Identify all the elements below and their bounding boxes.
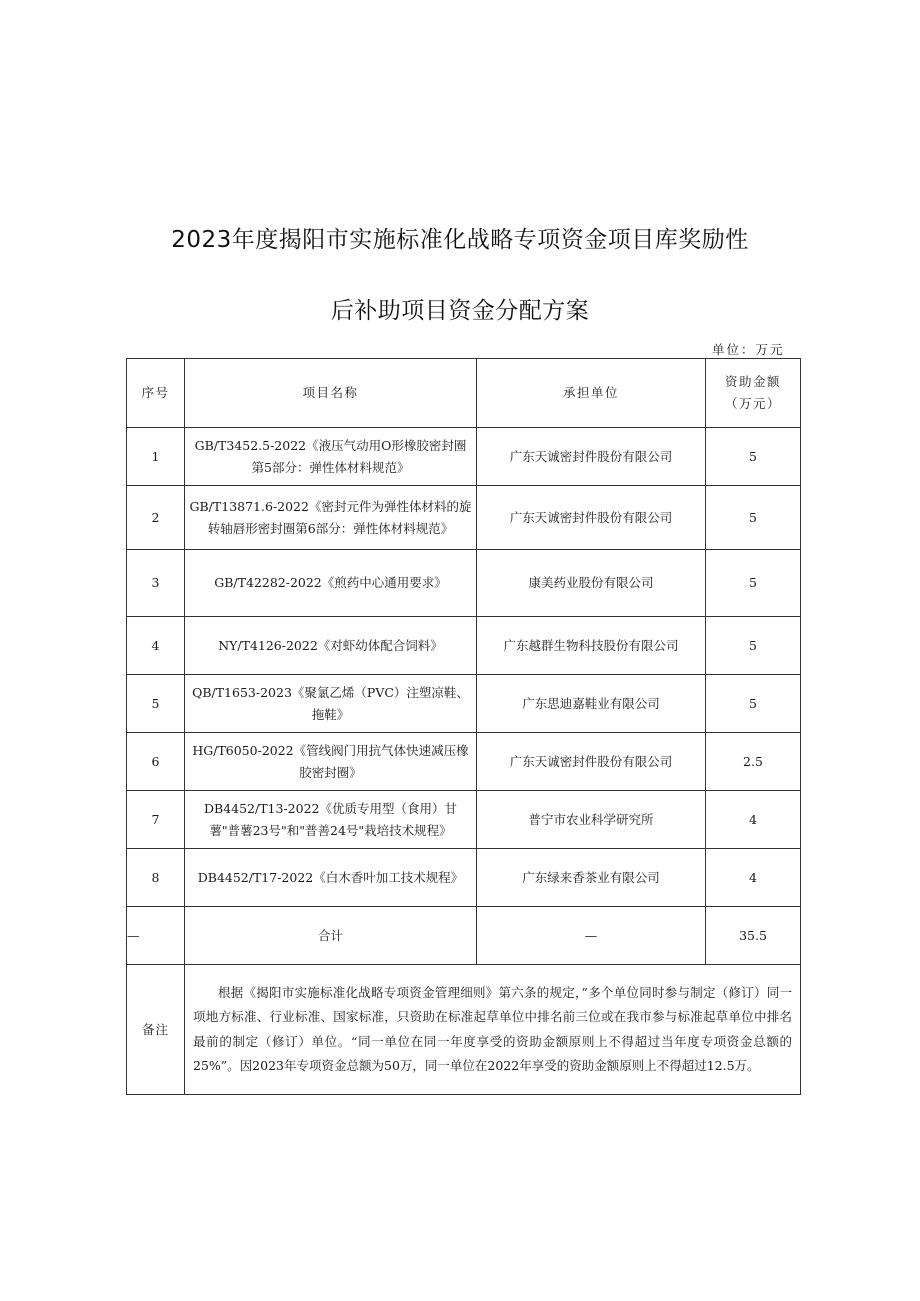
row-amount: 5 bbox=[706, 486, 801, 550]
header-amount: 资助金额（万元） bbox=[706, 359, 801, 428]
row-amount: 4 bbox=[706, 849, 801, 907]
row-no: 5 bbox=[127, 675, 185, 733]
row-no: 8 bbox=[127, 849, 185, 907]
table-row bbox=[127, 428, 801, 486]
row-project-name: QB/T1653-2023《聚氯乙烯（PVC）注塑凉鞋、拖鞋》 bbox=[185, 675, 477, 733]
total-amount: 35.5 bbox=[706, 907, 801, 965]
row-organization: 广东天诚密封件股份有限公司 bbox=[477, 428, 706, 486]
row-no: 1 bbox=[127, 428, 185, 486]
row-amount: 2.5 bbox=[706, 733, 801, 791]
table-row bbox=[127, 617, 801, 675]
document-title-line-2: 后补助项目资金分配方案 bbox=[330, 298, 590, 324]
row-no: 6 bbox=[127, 733, 185, 791]
row-no: 4 bbox=[127, 617, 185, 675]
row-no: 3 bbox=[127, 550, 185, 617]
table-row bbox=[127, 550, 801, 617]
unit-label: 单位：万元 bbox=[712, 342, 785, 357]
row-organization: 广东天诚密封件股份有限公司 bbox=[477, 486, 706, 550]
note-text: 根据《揭阳市实施标准化战略专项资金管理细则》第六条的规定，”多个单位同时参与制定（修订）同一项地方标准、行业标准、国家标准，只资助在标准起草单位中排名前三位或在我市参与标准起草单位中排名最前的制定（修订）单位。“同一单位在同一年度享受的资助金额原则上不得超过当年度专项资金总额的25%”。因2023年专项资金总额为50万，同一单位在2022年享受的资助金额原则上不得超过12.5万。 bbox=[193, 984, 792, 1073]
document-title-line-1: 2023年度揭阳市实施标准化战略专项资金项目库奖励性 bbox=[171, 227, 749, 253]
row-amount: 5 bbox=[706, 617, 801, 675]
table-header-row bbox=[127, 359, 801, 428]
row-organization: 广东绿来香茶业有限公司 bbox=[477, 849, 706, 907]
row-project-name: DB4452/T13-2022《优质专用型（食用）甘薯"普薯23号"和"普善24号"栽培技术规程》 bbox=[185, 791, 477, 849]
header-organization: 承担单位 bbox=[477, 359, 706, 428]
row-project-name: DB4452/T17-2022《白木香叶加工技术规程》 bbox=[185, 849, 477, 907]
row-amount: 5 bbox=[706, 675, 801, 733]
allocation-table bbox=[126, 358, 801, 1095]
row-organization: 广东天诚密封件股份有限公司 bbox=[477, 733, 706, 791]
row-amount: 4 bbox=[706, 791, 801, 849]
total-label: 合计 bbox=[185, 907, 477, 965]
table-row bbox=[127, 675, 801, 733]
row-organization: 普宁市农业科学研究所 bbox=[477, 791, 706, 849]
row-organization: 广东思迪嘉鞋业有限公司 bbox=[477, 675, 706, 733]
row-amount: 5 bbox=[706, 428, 801, 486]
row-no: 7 bbox=[127, 791, 185, 849]
note-label: 备注 bbox=[127, 965, 185, 1095]
row-amount: 5 bbox=[706, 550, 801, 617]
note-row bbox=[127, 965, 801, 1095]
row-project-name: GB/T13871.6-2022《密封元件为弹性体材料的旋转轴唇形密封圈第6部分：弹性体材料规范》 bbox=[185, 486, 477, 550]
row-organization: 广东越群生物科技股份有限公司 bbox=[477, 617, 706, 675]
row-project-name: GB/T3452.5-2022《液压气动用O形橡胶密封圈第5部分：弹性体材料规范》 bbox=[185, 428, 477, 486]
header-project-name: 项目名称 bbox=[185, 359, 477, 428]
row-project-name: NY/T4126-2022《对虾幼体配合饲料》 bbox=[185, 617, 477, 675]
table-row bbox=[127, 849, 801, 907]
total-organization: — bbox=[477, 907, 706, 965]
table-row bbox=[127, 486, 801, 550]
header-no: 序号 bbox=[127, 359, 185, 428]
row-project-name: HG/T6050-2022《管线阀门用抗气体快速减压橡胶密封圈》 bbox=[185, 733, 477, 791]
total-no: — bbox=[127, 907, 185, 965]
table-row bbox=[127, 791, 801, 849]
table-row bbox=[127, 733, 801, 791]
row-no: 2 bbox=[127, 486, 185, 550]
total-row bbox=[127, 907, 801, 965]
note-cell bbox=[185, 965, 801, 1095]
row-organization: 康美药业股份有限公司 bbox=[477, 550, 706, 617]
row-project-name: GB/T42282-2022《煎药中心通用要求》 bbox=[185, 550, 477, 617]
